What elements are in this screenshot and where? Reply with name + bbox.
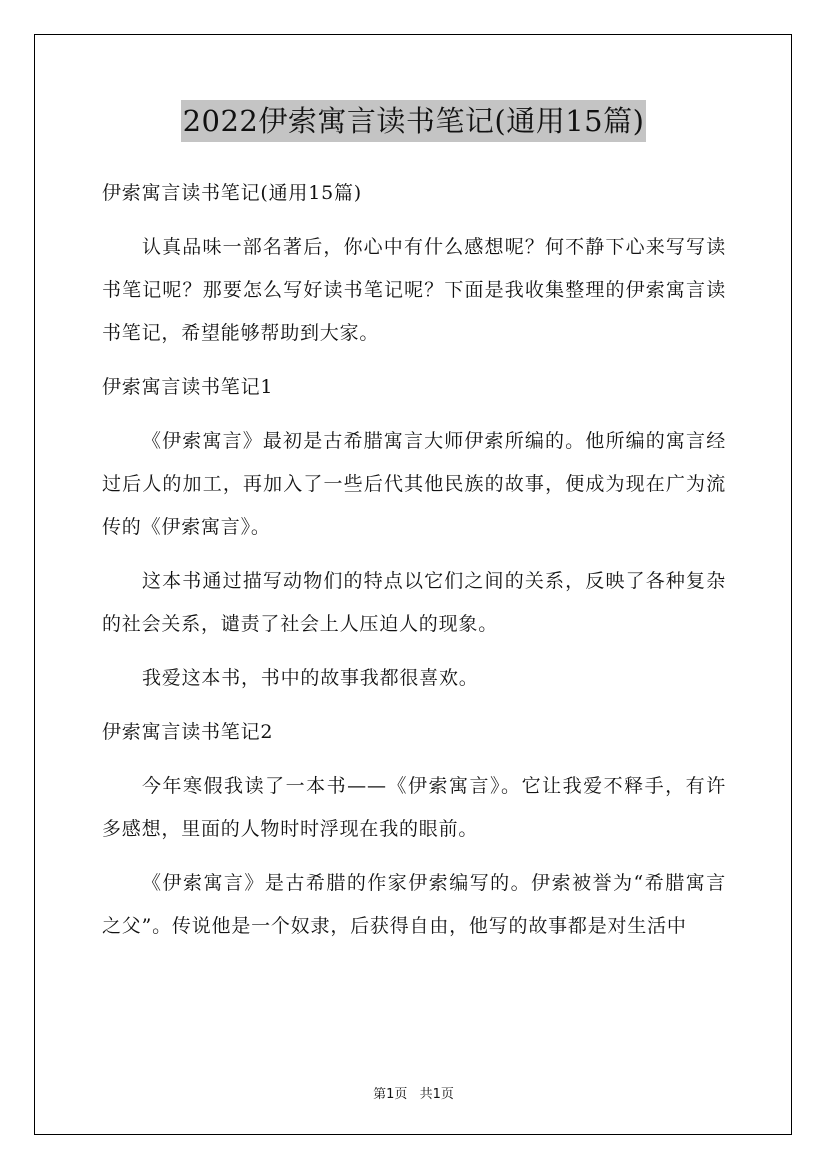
section-heading: 伊索寓言读书笔记2 <box>102 721 274 743</box>
paragraph: 认真品味一部名著后，你心中有什么感想呢？何不静下心来写写读书笔记呢？那要怎么写好读书笔记呢？下面是我收集整理的伊索寓言读书笔记，希望能够帮助到大家。 <box>102 236 726 344</box>
title-container <box>0 100 827 142</box>
section-heading: 伊索寓言读书笔记1 <box>102 376 274 398</box>
paragraph: 《伊索寓言》是古希腊的作家伊索编写的。伊索被誉为“希腊寓言之父”。传说他是一个奴隶，后获得自由，他写的故事都是对生活中 <box>102 872 726 937</box>
document-title: 2022伊索寓言读书笔记(通用15篇) <box>181 100 647 142</box>
page-number: 第1页 <box>373 1087 408 1102</box>
paragraph: 这本书通过描写动物们的特点以它们之间的关系，反映了各种复杂的社会关系，谴责了社会上人压迫人的现象。 <box>102 570 726 635</box>
page-total: 共1页 <box>419 1087 454 1102</box>
paragraph: 今年寒假我读了一本书——《伊索寓言》。它让我爱不释手，有许多感想，里面的人物时时浮现在我的眼前。 <box>102 775 726 840</box>
section-heading: 伊索寓言读书笔记(通用15篇) <box>102 182 363 204</box>
paragraph: 《伊索寓言》最初是古希腊寓言大师伊索所编的。他所编的寓言经过后人的加工，再加入了一些后代其他民族的故事，便成为现在广为流传的《伊索寓言》。 <box>102 430 726 538</box>
paragraph: 我爱这本书，书中的故事我都很喜欢。 <box>142 667 479 689</box>
document-body <box>102 172 726 959</box>
page-footer <box>0 1083 827 1102</box>
